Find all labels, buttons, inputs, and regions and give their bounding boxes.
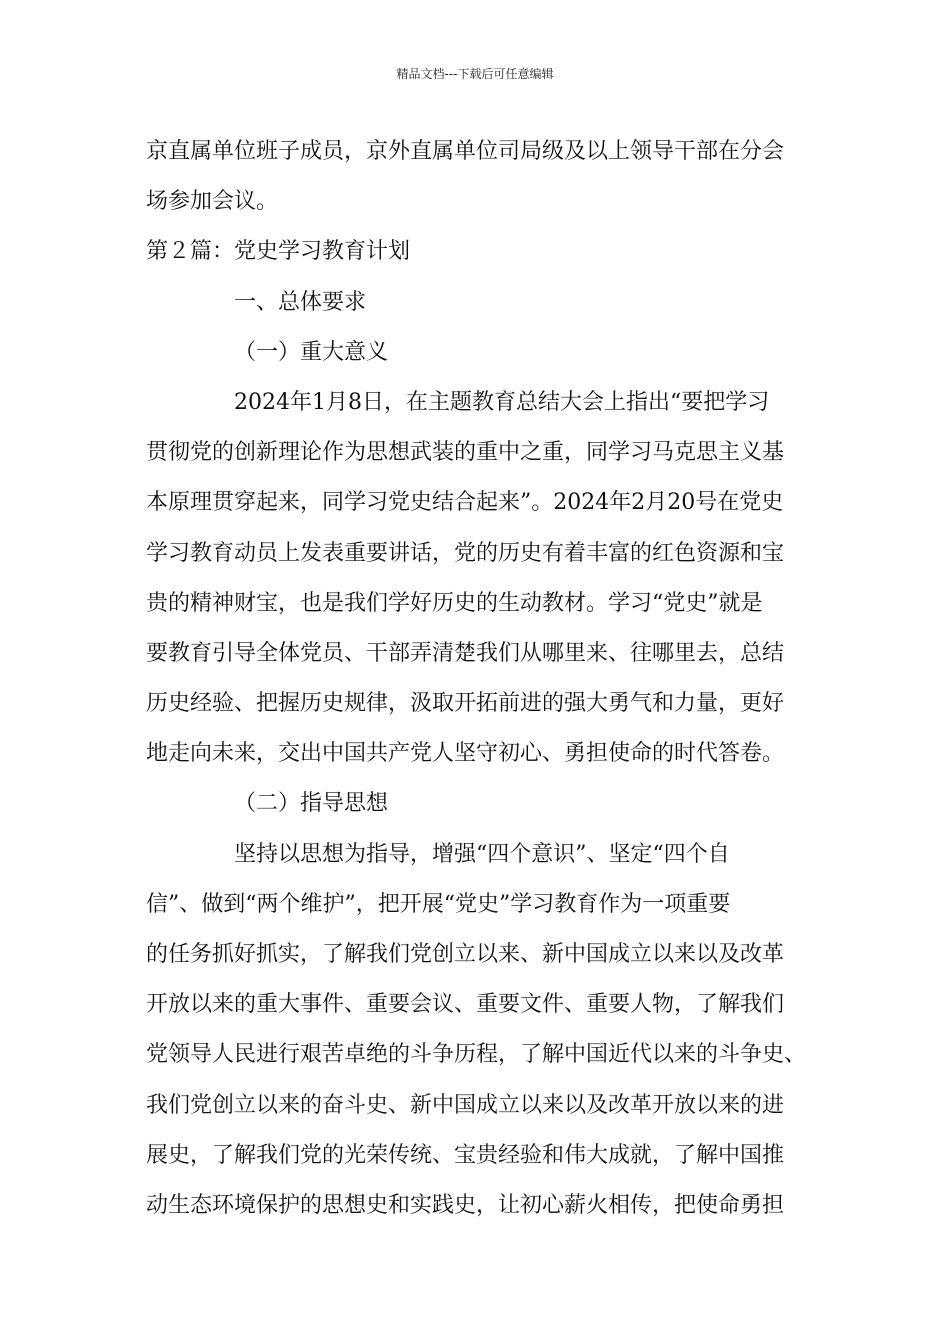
paragraph-first-line: 2024年1月8日，在主题教育总结大会上指出“要把学习 bbox=[234, 389, 770, 415]
text-line: 动生态环境保护的思想史和实践史，让初心薪火相传，把使命勇担 bbox=[146, 1192, 785, 1218]
paragraph-first-line: 坚持以思想为指导，增强“四个意识”、坚定“四个自 bbox=[234, 841, 730, 867]
text-line: 本原理贯穿起来，同学习党史结合起来”。2024年2月20号在党史 bbox=[146, 490, 784, 516]
text-line: 学习教育动员上发表重要讲话，党的历史有着丰富的红色资源和宝 bbox=[146, 540, 785, 566]
text-line: 信”、做到“两个维护”，把开展“党史”学习教育作为一项重要 bbox=[146, 891, 731, 917]
page-header: 精品文档---下载后可任意编辑 bbox=[396, 67, 554, 81]
text-line: 我们党创立以来的奋斗史、新中国成立以来以及改革开放以来的进 bbox=[146, 1092, 785, 1118]
text-line: 党领导人民进行艰苦卓绝的斗争历程，了解中国近代以来的斗争史、 bbox=[146, 1042, 807, 1068]
text-line: 历史经验、把握历史规律，汲取开拓前进的强大勇气和力量，更好 bbox=[146, 691, 785, 717]
heading-level-2: （二）指导思想 bbox=[234, 791, 389, 817]
text-line: 贵的精神财宝，也是我们学好历史的生动教材。学习“党史”就是 bbox=[146, 590, 763, 616]
text-line: 京直属单位班子成员，京外直属单位司局级及以上领导干部在分会 bbox=[146, 139, 785, 164]
heading-level-1: 一、总体要求 bbox=[234, 289, 367, 315]
text-line: 开放以来的重大事件、重要会议、重要文件、重要人物，了解我们 bbox=[146, 992, 785, 1018]
document-body bbox=[146, 127, 846, 1231]
text-line: 展史，了解我们党的光荣传统、宝贵经验和伟大成就，了解中国推 bbox=[146, 1142, 785, 1168]
heading-level-2: （一）重大意义 bbox=[234, 339, 389, 365]
text-line: 贯彻党的创新理论作为思想武装的重中之重，同学习马克思主义基 bbox=[146, 440, 785, 466]
text-line: 要教育引导全体党员、干部弄清楚我们从哪里来、往哪里去，总结 bbox=[146, 640, 785, 666]
text-line: 的任务抓好抓实，了解我们党创立以来、新中国成立以来以及改革 bbox=[146, 942, 785, 967]
section-title: 第２篇：党史学习教育计划 bbox=[146, 239, 411, 265]
text-line: 地走向未来，交出中国共产党人坚守初心、勇担使命的时代答卷。 bbox=[146, 741, 785, 767]
text-line: 场参加会议。 bbox=[146, 189, 279, 215]
